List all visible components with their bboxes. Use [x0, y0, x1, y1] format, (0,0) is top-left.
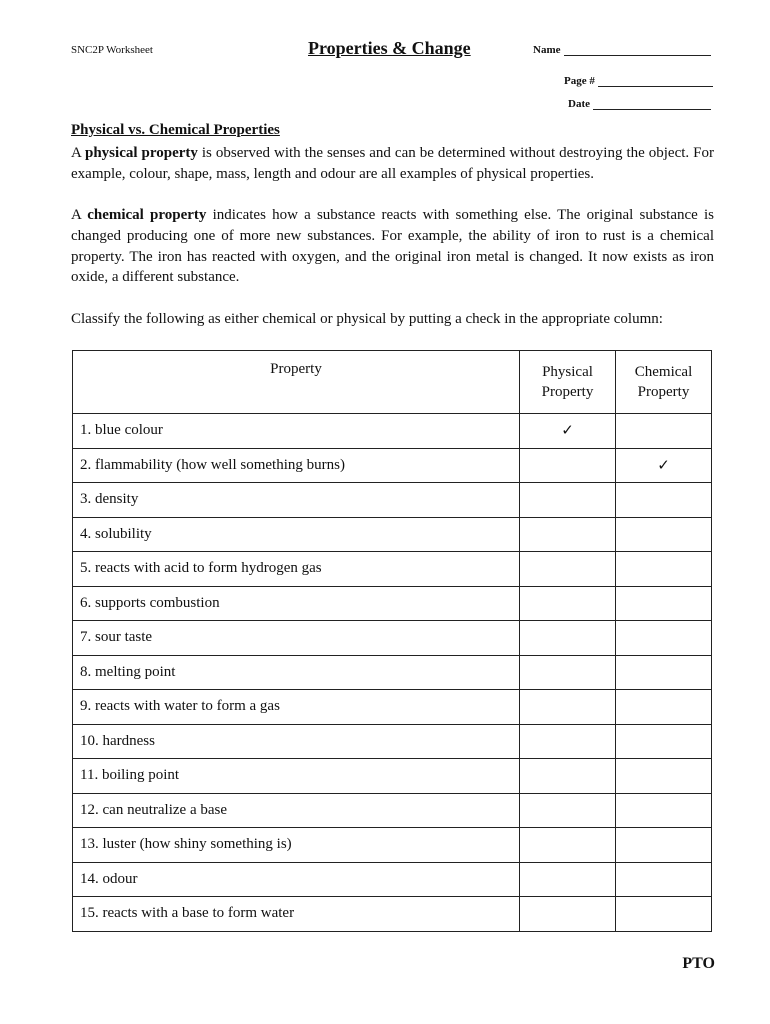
page-title: Properties & Change [308, 38, 471, 58]
property-cell: 6. supports combustion [73, 586, 520, 621]
table-row [73, 448, 712, 483]
instructions: Classify the following as either chemical or physical by putting a check in the appropriate column: [71, 311, 663, 327]
property-cell: 10. hardness [73, 724, 520, 759]
physical-check-cell[interactable]: ✓ [520, 414, 616, 449]
header-physical: Physical Property [520, 351, 616, 414]
page-field[interactable] [564, 75, 713, 87]
page-line [598, 76, 713, 87]
physical-check-cell[interactable] [520, 655, 616, 690]
section-title: Physical vs. Chemical Properties [71, 122, 280, 138]
name-field[interactable] [533, 44, 711, 56]
property-cell: 4. solubility [73, 517, 520, 552]
course-code: SNC2P Worksheet [71, 44, 153, 56]
physical-check-cell[interactable] [520, 897, 616, 932]
table-row [73, 690, 712, 725]
please-turn-over: PTO [682, 955, 715, 972]
chemical-check-cell[interactable] [616, 862, 712, 897]
property-cell: 7. sour taste [73, 621, 520, 656]
date-field[interactable] [568, 98, 711, 110]
header-chemical: Chemical Property [616, 351, 712, 414]
physical-check-cell[interactable] [520, 448, 616, 483]
property-cell: 9. reacts with water to form a gas [73, 690, 520, 725]
physical-check-cell[interactable] [520, 517, 616, 552]
chemical-check-cell[interactable]: ✓ [616, 448, 712, 483]
physical-check-cell[interactable] [520, 724, 616, 759]
property-cell: 8. melting point [73, 655, 520, 690]
table-row [73, 586, 712, 621]
chemical-check-cell[interactable] [616, 517, 712, 552]
property-cell: 15. reacts with a base to form water [73, 897, 520, 932]
chemical-check-cell[interactable] [616, 552, 712, 587]
table-row [73, 793, 712, 828]
table-row [73, 552, 712, 587]
chemical-check-cell[interactable] [616, 759, 712, 794]
chemical-definition: A chemical property indicates how a substance reacts with something else. The original substance is changed producing one of more new substances. For example, the ability of iron to rust is a chemical property. The iron has reacted with oxygen, and the original iron metal is changed. It now exists as iron oxide, a different substance. [71, 207, 714, 286]
table-row [73, 483, 712, 518]
physical-term: physical property [85, 145, 198, 161]
chemical-check-cell[interactable] [616, 621, 712, 656]
classification-table [72, 350, 712, 932]
chemical-check-cell[interactable] [616, 483, 712, 518]
property-cell: 13. luster (how shiny something is) [73, 828, 520, 863]
physical-check-cell[interactable] [520, 483, 616, 518]
physical-check-cell[interactable] [520, 690, 616, 725]
table-row [73, 655, 712, 690]
table-row [73, 828, 712, 863]
chemical-check-cell[interactable] [616, 655, 712, 690]
chemical-term: chemical property [87, 207, 207, 223]
table-row [73, 621, 712, 656]
property-cell: 11. boiling point [73, 759, 520, 794]
physical-check-cell[interactable] [520, 621, 616, 656]
physical-definition: A physical property is observed with the senses and can be determined without destroying the object. For example, colour, shape, mass, length and odour are all examples of physical properties. [71, 145, 714, 182]
table-row [73, 414, 712, 449]
chemical-check-cell[interactable] [616, 897, 712, 932]
physical-check-cell[interactable] [520, 793, 616, 828]
date-label: Date [568, 98, 590, 110]
table-row [73, 724, 712, 759]
table-header-row [73, 351, 712, 414]
property-cell: 2. flammability (how well something burns) [73, 448, 520, 483]
property-cell: 1. blue colour [73, 414, 520, 449]
physical-check-cell[interactable] [520, 759, 616, 794]
physical-check-cell[interactable] [520, 552, 616, 587]
physical-check-cell[interactable] [520, 862, 616, 897]
page-label: Page # [564, 75, 595, 87]
date-line [593, 99, 711, 110]
chemical-check-cell[interactable] [616, 793, 712, 828]
chemical-check-cell[interactable] [616, 414, 712, 449]
name-line [564, 45, 711, 56]
property-cell: 14. odour [73, 862, 520, 897]
header-property: Property [73, 351, 520, 414]
property-cell: 5. reacts with acid to form hydrogen gas [73, 552, 520, 587]
chemical-check-cell[interactable] [616, 690, 712, 725]
name-label: Name [533, 44, 561, 56]
physical-check-cell[interactable] [520, 586, 616, 621]
table-row [73, 862, 712, 897]
property-cell: 12. can neutralize a base [73, 793, 520, 828]
property-cell: 3. density [73, 483, 520, 518]
chemical-check-cell[interactable] [616, 586, 712, 621]
chemical-check-cell[interactable] [616, 828, 712, 863]
table-row [73, 517, 712, 552]
table-row [73, 759, 712, 794]
physical-check-cell[interactable] [520, 828, 616, 863]
chemical-check-cell[interactable] [616, 724, 712, 759]
table-row [73, 897, 712, 932]
